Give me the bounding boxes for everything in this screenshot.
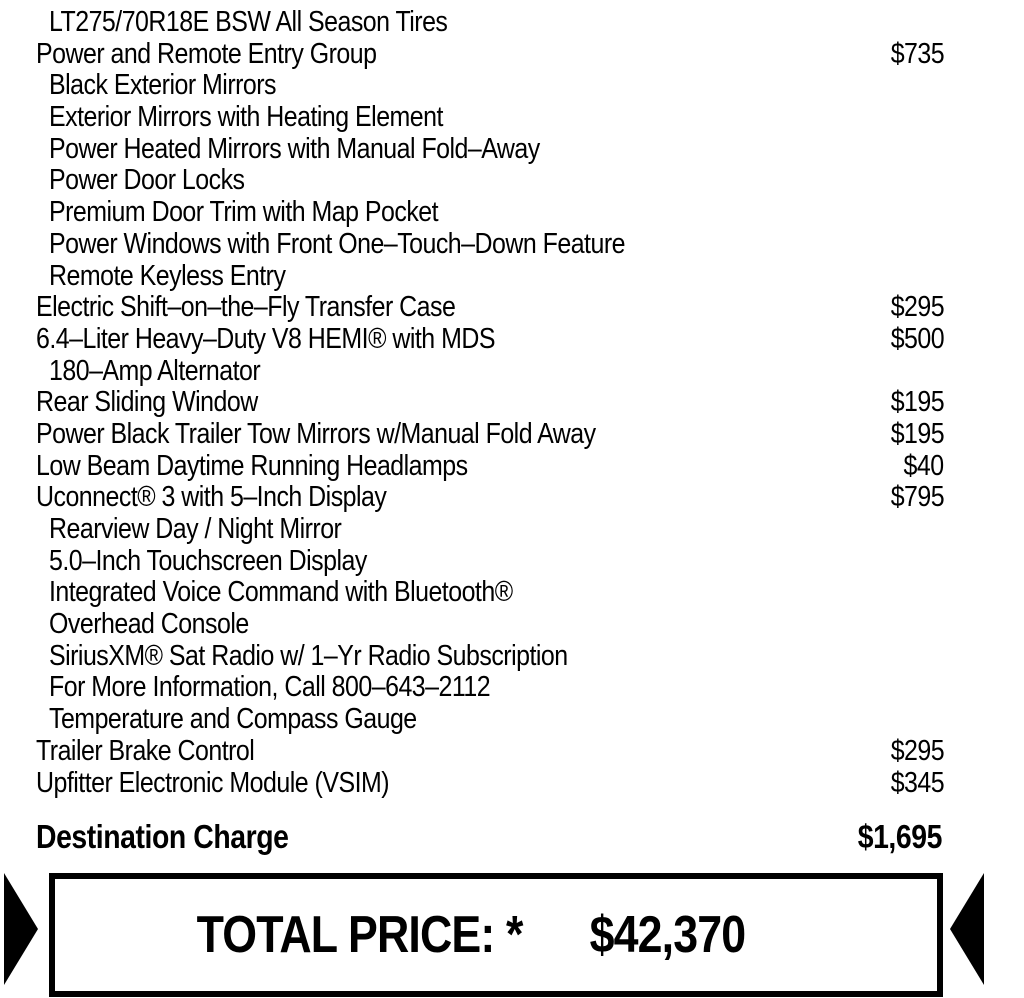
option-package-row: [36, 419, 944, 451]
option-package-row: [36, 39, 944, 71]
option-label: Rear Sliding Window: [36, 386, 258, 419]
option-feature-row: [36, 356, 944, 388]
option-feature-row: [36, 197, 944, 229]
option-package-row: [36, 324, 944, 356]
option-feature-row: [36, 704, 944, 736]
option-label: SiriusXM® Sat Radio w/ 1–Yr Radio Subscription: [49, 639, 568, 672]
options-list: [36, 7, 944, 799]
option-package-row: [36, 736, 944, 768]
option-feature-row: [36, 609, 944, 641]
option-price: $795: [890, 481, 944, 514]
option-price: $295: [890, 291, 944, 324]
option-label: Overhead Console: [49, 608, 249, 641]
option-label: Remote Keyless Entry: [49, 259, 286, 292]
option-label: Power Door Locks: [49, 164, 245, 197]
option-label: 5.0–Inch Touchscreen Display: [49, 544, 367, 577]
option-feature-row: [36, 577, 944, 609]
total-price-box: [49, 873, 943, 997]
option-price: $295: [890, 734, 944, 767]
option-package-row: [36, 482, 944, 514]
destination-charge-price: $1,695: [857, 818, 942, 855]
destination-charge-label: Destination Charge: [36, 818, 289, 855]
option-label: Power Windows with Front One–Touch–Down Feature: [49, 227, 625, 260]
option-feature-row: [36, 229, 944, 261]
option-label: Low Beam Daytime Running Headlamps: [36, 449, 468, 482]
option-feature-row: [36, 514, 944, 546]
option-package-row: [36, 451, 944, 483]
option-label: Rearview Day / Night Mirror: [49, 513, 342, 545]
option-label: Integrated Voice Command with Bluetooth®: [49, 576, 513, 609]
option-price: $345: [890, 766, 944, 799]
option-label: Premium Door Trim with Map Pocket: [49, 196, 439, 229]
option-label: Temperature and Compass Gauge: [49, 703, 417, 736]
option-label: Power Black Trailer Tow Mirrors w/Manual Fold Away: [36, 417, 596, 450]
option-label: Power and Remote Entry Group: [36, 37, 377, 70]
option-label: 6.4–Liter Heavy–Duty V8 HEMI® with MDS: [36, 322, 495, 355]
option-feature-row: [36, 641, 944, 673]
option-price: $500: [890, 322, 944, 355]
pointer-right-icon: [4, 873, 38, 985]
option-feature-row: [36, 165, 944, 197]
option-package-row: [36, 768, 944, 800]
option-feature-row: [36, 134, 944, 166]
option-feature-row: [36, 546, 944, 578]
option-label: LT275/70R18E BSW All Season Tires: [49, 6, 448, 38]
option-label: Power Heated Mirrors with Manual Fold–Away: [49, 132, 540, 165]
option-feature-row: [36, 7, 944, 39]
option-label: For More Information, Call 800–643–2112: [49, 671, 491, 704]
option-package-row: [36, 387, 944, 419]
total-price-amount: $42,370: [589, 906, 746, 964]
option-price: $195: [890, 386, 944, 419]
option-feature-row: [36, 672, 944, 704]
option-label: Black Exterior Mirrors: [49, 69, 276, 102]
option-feature-row: [36, 70, 944, 102]
option-price: $40: [903, 449, 944, 482]
total-price-label: TOTAL PRICE: *: [196, 906, 523, 964]
option-feature-row: [36, 102, 944, 134]
option-label: Uconnect® 3 with 5–Inch Display: [36, 481, 387, 514]
option-label: 180–Amp Alternator: [49, 354, 261, 387]
option-label: Upfitter Electronic Module (VSIM): [36, 766, 390, 799]
option-label: Electric Shift–on–the–Fly Transfer Case: [36, 291, 456, 324]
option-package-row: [36, 292, 944, 324]
option-price: $735: [890, 37, 944, 70]
option-price: $195: [890, 417, 944, 450]
destination-charge-row: [36, 818, 942, 856]
pointer-left-icon: [950, 873, 984, 985]
option-label: Exterior Mirrors with Heating Element: [49, 101, 443, 134]
option-feature-row: [36, 261, 944, 293]
option-label: Trailer Brake Control: [36, 734, 255, 767]
